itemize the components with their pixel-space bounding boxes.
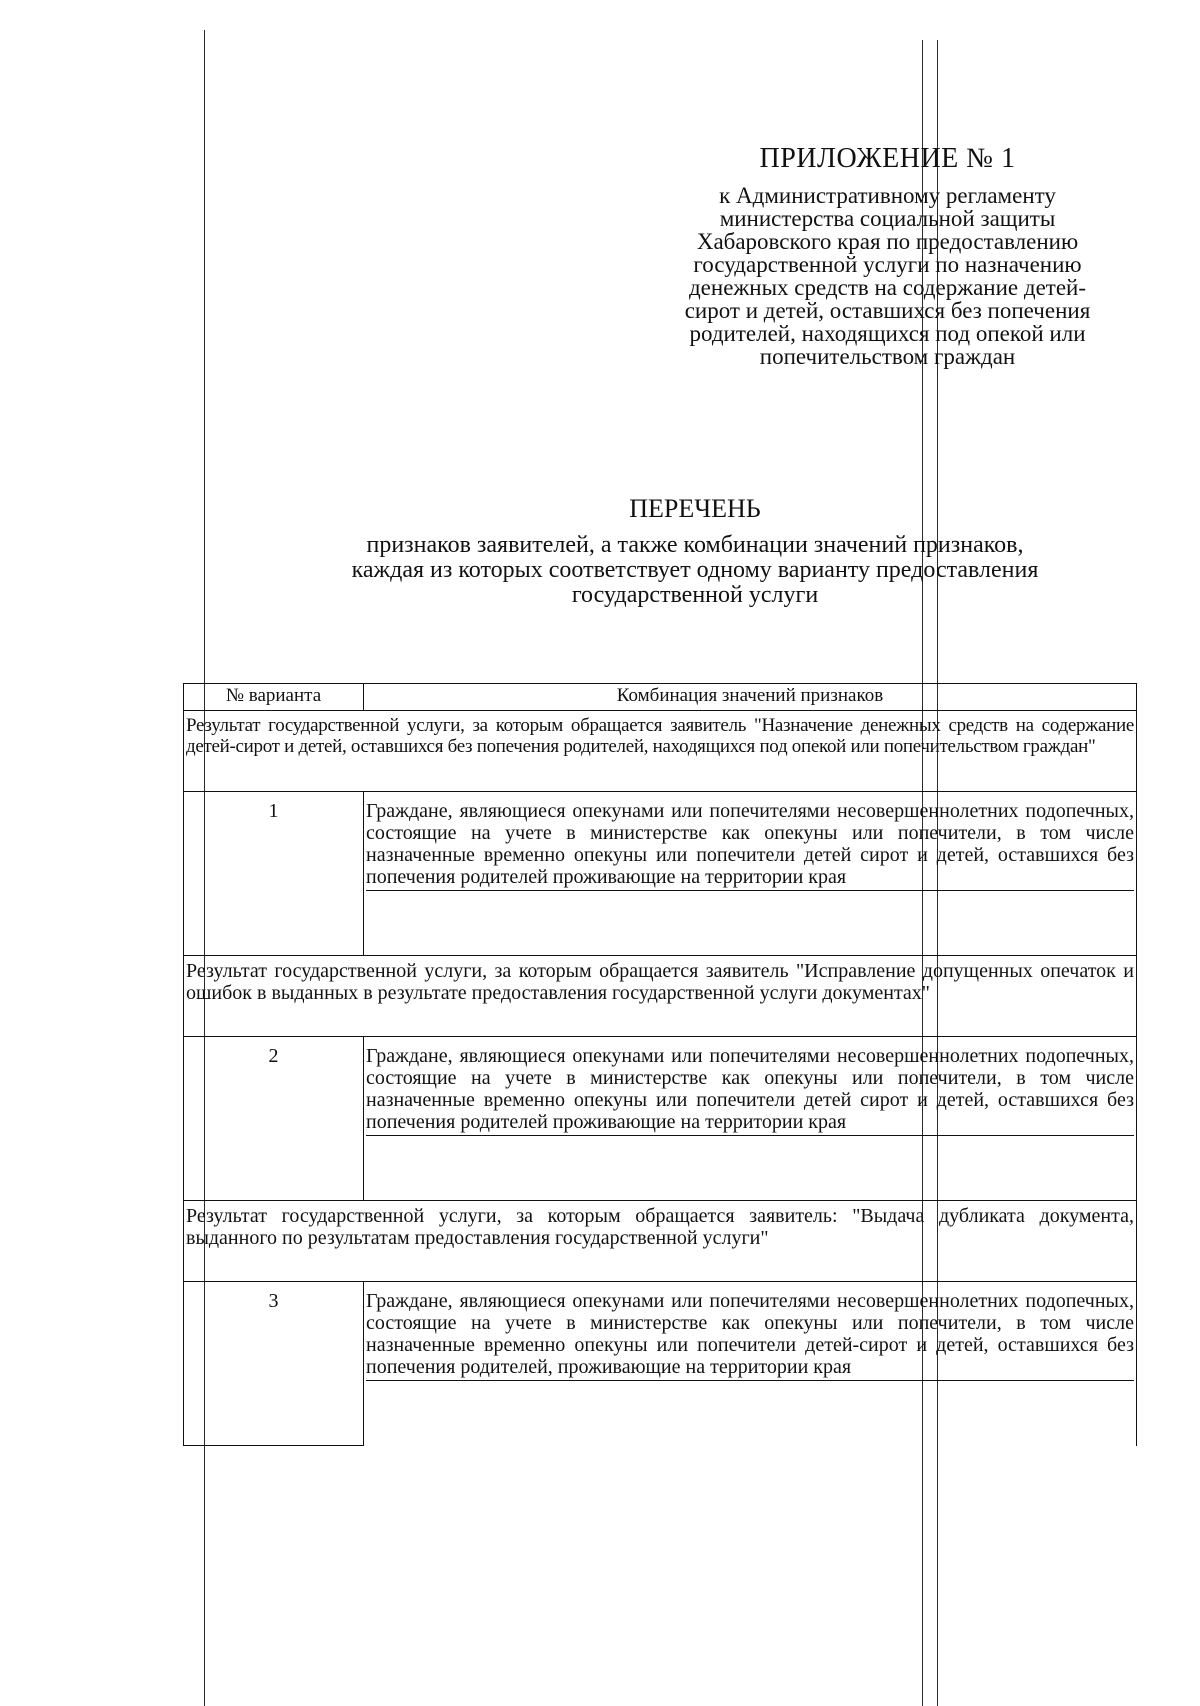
variant-description: Граждане, являющиеся опекунами или попечителями несовершеннолетних подопечных, состоящие на учете в министерстве как опекуны или попечители, в том числе назначенные временно опекуны или попечители детей сирот и детей, оставшихся без попечения родителей проживающие на территории края [366,800,1134,891]
appendix-reference [650,184,1125,368]
variant-row [184,1037,1137,1201]
appendix-header [650,142,1125,368]
result-text: Результат государственной услуги, за которым обращается заявитель "Исправление допущенных опечаток и ошибок в выданных в результате предоставления государственной услуги документах" [184,956,1137,1037]
variant-number: 1 [184,792,364,956]
appendix-line: родителей, находящихся под опекой или [689,321,1086,346]
variant-row [184,792,1137,956]
appendix-line: денежных средств на содержание детей- [688,275,1087,300]
result-row [184,711,1137,792]
header-variant-number: № варианта [184,684,364,711]
variant-description-cell [364,1282,1137,1446]
result-text: Результат государственной услуги, за которым обращается заявитель "Назначение денежных средств на содержание детей-сирот и детей, оставшихся без попечения родителей, находящихся под опекой или попечительством граждан" [184,711,1137,792]
list-subtitle-line: государственной услуги [571,582,819,608]
variant-number: 3 [184,1282,364,1446]
header-combination: Комбинация значений признаков [364,684,1137,711]
list-subtitle-line: каждая из которых соответствует одному варианту предоставления [351,557,1039,583]
appendix-line: к Административному регламенту [719,183,1056,208]
variant-description: Граждане, являющиеся опекунами или попечителями несовершеннолетних подопечных, состоящие на учете в министерстве как опекуны или попечители, в том числе назначенные временно опекуны или попечители детей-сирот и детей, оставшихся без попечения родителей, проживающие на территории края [366,1290,1134,1381]
list-subtitle [200,533,1190,608]
appendix-line: государственной услуги по назначению [693,252,1082,277]
variant-number: 2 [184,1037,364,1201]
variant-row [184,1282,1137,1446]
variant-description: Граждане, являющиеся опекунами или попечителями несовершеннолетних подопечных, состоящие на учете в министерстве как опекуны или попечители, в том числе назначенные временно опекуны или попечители детей сирот и детей, оставшихся без попечения родителей проживающие на территории края [366,1045,1134,1136]
result-row [184,1201,1137,1282]
appendix-line: министерства социальной защиты [719,206,1056,231]
table-header-row [184,684,1137,711]
appendix-line: попечительством граждан [759,344,1016,369]
result-row [184,956,1137,1037]
variant-description-cell [364,1037,1137,1201]
appendix-line: Хабаровского края по предоставлению [696,229,1079,254]
result-text: Результат государственной услуги, за которым обращается заявитель: "Выдача дубликата документа, выданного по результатам предоставления государственной услуги" [184,1201,1137,1282]
list-subtitle-line: признаков заявителей, а также комбинации значений признаков, [366,532,1024,558]
variants-table [183,683,1137,1446]
appendix-title: ПРИЛОЖЕНИЕ № 1 [759,143,1016,174]
appendix-line: сирот и детей, оставшихся без попечения [684,298,1091,323]
list-title: ПЕРЕЧЕНЬ [629,494,761,523]
variant-description-cell [364,792,1137,956]
